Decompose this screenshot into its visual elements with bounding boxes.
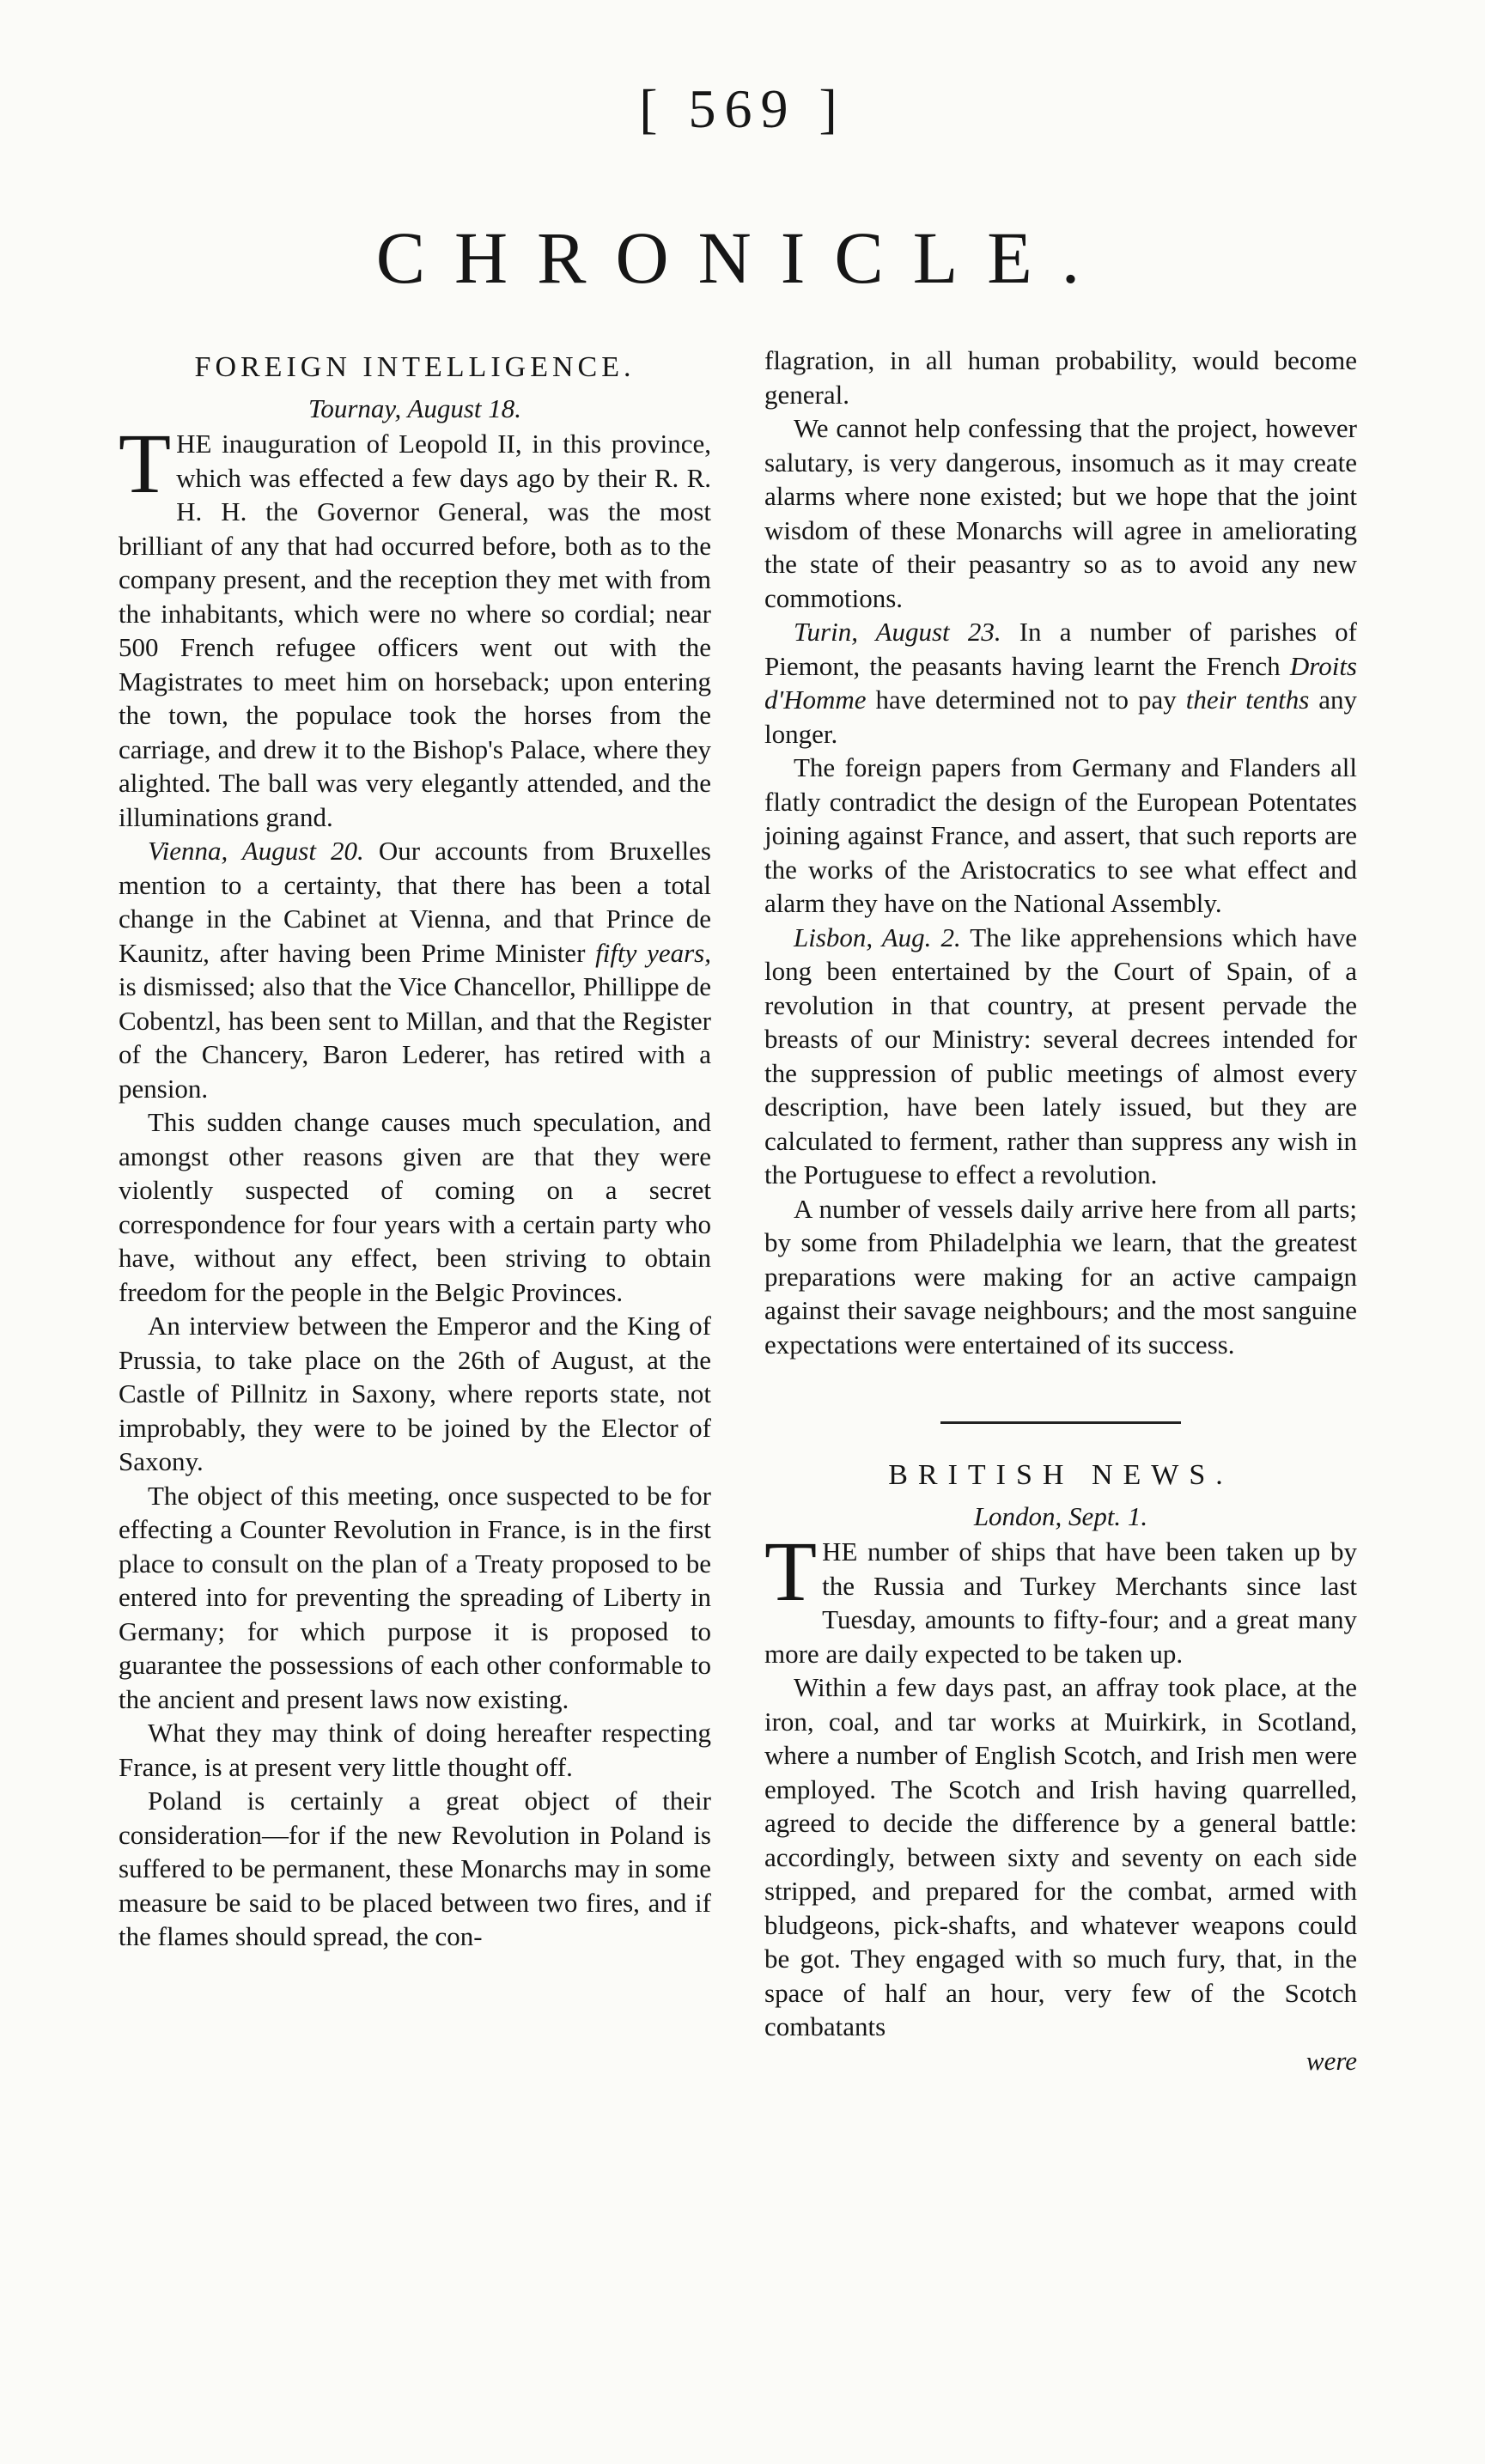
- paragraph-speculation: This sudden change causes much speculation, and amongst other reasons given are that they were violently suspected of coming on a secret correspondence for four years with a certain party who have, without any effect, been striving to obtain freedom for the people in the Belgic Provinces.: [119, 1107, 711, 1307]
- masthead-title: CHRONICLE.: [375, 216, 1110, 299]
- paragraph-text: have determined not to pay: [866, 684, 1186, 715]
- paragraph-affray: Within a few days past, an affray took place, at the iron, coal, and tar works at Muirkirk, in Scotland, where a number of English Scotch, and Irish men were employed. The Scotch and Irish having quarrelled, agreed to decide the difference by a general battle: accordingly, between sixty and seventy on each side stripped, and prepared for the combat, armed with bludgeons, pick-shafts, and whatever weapons could be got. They engaged with so much fury, that, in the space of half an hour, very few of the Scotch combatants: [764, 1672, 1357, 2041]
- dateline-london: London, Sept. 1.: [973, 1500, 1148, 1531]
- italic-text: their tenths: [1185, 684, 1310, 715]
- paragraph-text: Our accounts from Bruxelles mention to a certainty, that there has been a total change in the Cabinet at Vienna, and that Prince de Kaunitz, after having been Prime Minister: [119, 836, 711, 968]
- dateline-lisbon: Lisbon, Aug. 2.: [794, 922, 961, 952]
- paragraph-text: In a number of parishes of Piemont, the peasants having learnt the French: [764, 617, 1357, 681]
- paragraph-project: We cannot help confessing that the project, however salutary, is very dangerous, insomuch as it may create alarms where none existed; but we hope that the joint wisdom of these Monarchs will agree in ameliorating the state of their peasantry so as to avoid any new commotions.: [764, 413, 1357, 613]
- page-number: [ 569 ]: [639, 78, 846, 139]
- paragraph-turin: [764, 615, 1357, 751]
- drop-cap: T: [119, 416, 172, 511]
- paragraph-interview: An interview between the Emperor and the King of Prussia, to take place on the 26th of August, at the Castle of Pillnitz in Saxony, where reports state, not improbably, they were to be joined by the Elector of Saxony.: [119, 1311, 711, 1476]
- british-news-heading: BRITISH NEWS.: [888, 1459, 1233, 1491]
- paragraph-ships: [764, 1524, 1357, 1670]
- italic-text: fifty years,: [595, 937, 711, 968]
- paragraph-text: HE inauguration of Leopold II, in this province, which was effected a few days ago by their R. R. H. H. the Governor General, was the most brilliant of any that had occurred before, both as to the company present, and the reception they met with from the inhabitants, which were no where so cordial; near 500 French refugee officers went out with the Magistrates to meet him on horseback; upon entering the town, the populace took the horses from the carriage, and drew it to the Bishop's Palace, where they alighted. The ball was very elegantly attended, and the illuminations grand.: [119, 429, 711, 832]
- paragraph-text: is dismissed; also that the Vice Chancellor, Phillippe de Cobentzl, has been sent to Millan, and that the Register of the Chancery, Baron Lederer, has retired with a pension.: [119, 971, 711, 1104]
- paragraph-text: The like apprehensions which have long been entertained by the Court of Spain, of a revolution in that country, at present pervade the breasts of our Ministry: several decrees intended for the suppression of public meetings of almost every description, have been lately issued, but they are calculated to ferment, rather than suppress any wish in the Portuguese to effect a revolution.: [764, 922, 1357, 1189]
- italic-text: Droits d'Homme: [764, 650, 1357, 715]
- paragraph-vienna: [119, 834, 711, 1105]
- left-column: [119, 344, 711, 1954]
- paragraph-object: The object of this meeting, once suspected to be for effecting a Counter Revolution in France, is in the first place to consult on the plan of a Treaty proposed to be entered into for preventing the spreading of Liberty in Germany; for which purpose it is proposed to guarantee the possessions of each other conformable to the ancient and present laws now existing.: [119, 1480, 711, 1714]
- dateline-tournay: Tournay, August 18.: [307, 392, 522, 423]
- paragraph-text: any longer.: [764, 684, 1357, 749]
- right-column: [764, 344, 1357, 2078]
- paragraph-france: What they may think of doing hereafter respecting France, is at present very little thought off.: [119, 1718, 711, 1782]
- foreign-intelligence-heading: FOREIGN INTELLIGENCE.: [194, 351, 636, 383]
- paragraph-vessels: A number of vessels daily arrive here from all parts; by some from Philadelphia we learn, that the greatest preparations were making for an active campaign against their savage neighbours; and the most sanguine expectations were entertained of its success.: [764, 1193, 1357, 1360]
- catchword: were: [1305, 2045, 1357, 2076]
- dateline-turin: Turin, August 23.: [794, 617, 1001, 647]
- drop-cap: T: [764, 1524, 818, 1619]
- section-divider: [940, 1421, 1181, 1424]
- paragraph-text: HE number of ships that have been taken up by the Russia and Turkey Merchants since last Tuesday, amounts to fifty-four; and a great many more are daily expected to be taken up.: [764, 1536, 1357, 1669]
- paragraph-conflagration: flagration, in all human probability, would become general.: [764, 345, 1357, 410]
- paragraph-poland: Poland is certainly a great object of their consideration—for if the new Revolution in Poland is suffered to be permanent, these Monarchs may in some measure be said to be placed between two fires, and if the flames should spread, the con-: [119, 1786, 711, 1951]
- dateline-vienna: Vienna, August 20.: [148, 836, 364, 866]
- paragraph-tournay: [119, 416, 711, 834]
- paragraph-lisbon: [764, 921, 1357, 1192]
- paragraph-foreign-papers: The foreign papers from Germany and Flanders all flatly contradict the design of the European Potentates joining against France, and assert, that such reports are the works of the Aristocratics to see what effect and alarm they have on the National Assembly.: [764, 752, 1357, 918]
